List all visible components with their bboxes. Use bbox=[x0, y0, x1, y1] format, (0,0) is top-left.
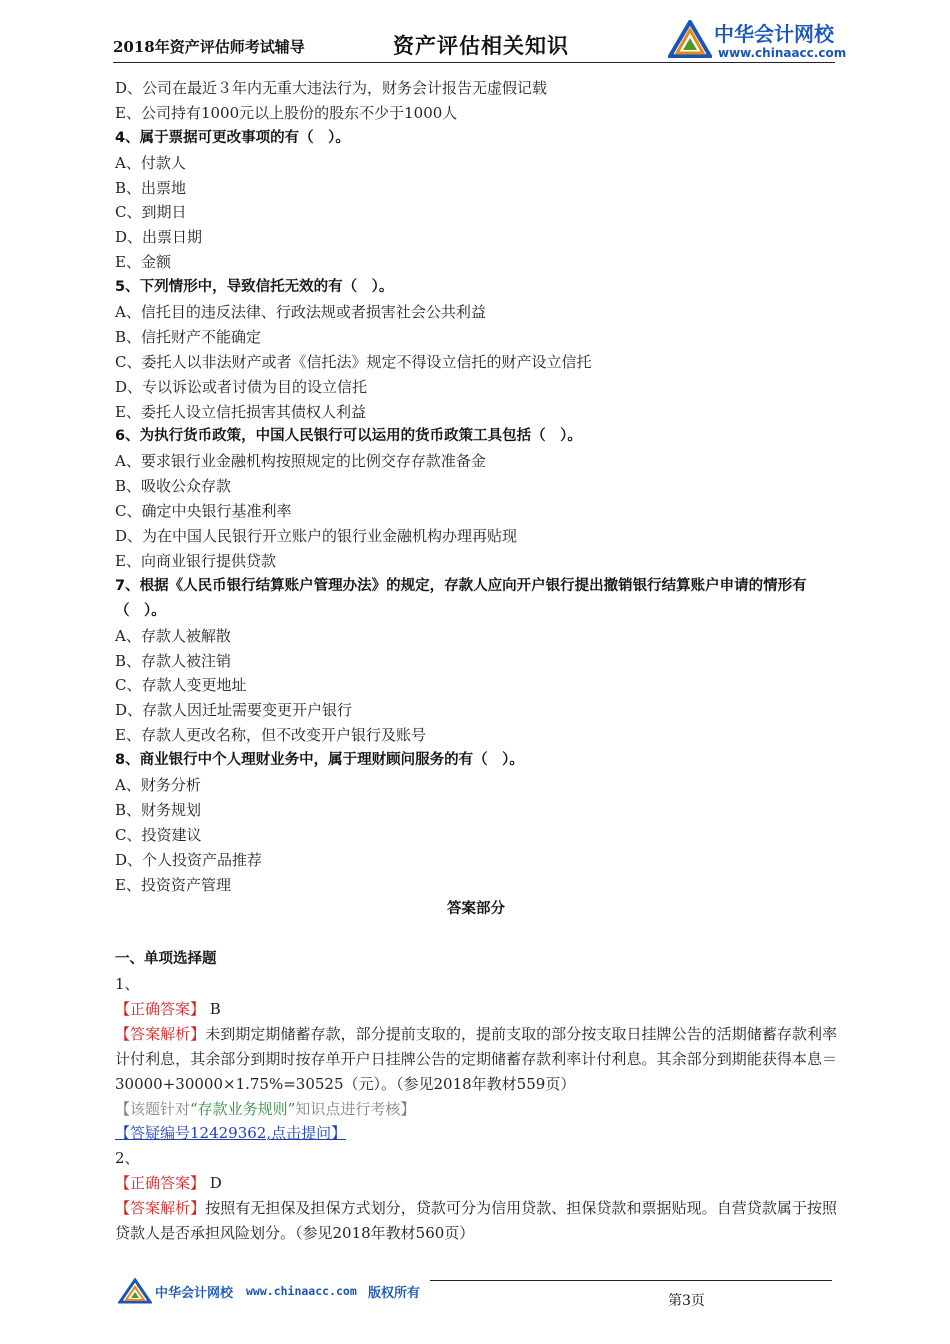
ask-question-row bbox=[115, 1121, 837, 1146]
option-a: A、信托目的违反法律、行政法规或者损害社会公共利益 bbox=[115, 303, 486, 322]
analysis-label: 【答案解析】 bbox=[115, 1024, 206, 1043]
option-text: D、公司在最近３年内无重大违法行为，财务会计报告无虚假记载 bbox=[115, 79, 548, 97]
option-e: E、向商业银行提供贷款 bbox=[115, 551, 276, 570]
option-e: E、委托人设立信托损害其债权人利益 bbox=[115, 402, 366, 421]
option-a: A、财务分析 bbox=[115, 775, 201, 794]
chinaacc-logo[interactable] bbox=[668, 14, 848, 64]
logo-triangle-icon bbox=[668, 20, 712, 60]
question-6: 6、为执行货币政策，中国人民银行可以运用的货币政策工具包括（ ）。 bbox=[115, 428, 582, 445]
footer-copyright: 版权所有 bbox=[368, 1286, 421, 1301]
analysis-text: 按照有无担保及担保方式划分，贷款可分为信用贷款、担保贷款和票据贴现。自营贷款属于按照贷款人是否承担风险划分。（参见2018年教材560页） bbox=[115, 1199, 837, 1243]
footer-logo-icon bbox=[118, 1278, 152, 1304]
note-topic: “存款业务规则” bbox=[190, 1099, 296, 1118]
option-d: D、专以诉讼或者讨债为目的设立信托 bbox=[115, 377, 368, 396]
logo-url: www.chinaacc.com bbox=[718, 46, 847, 60]
answer-part-title: 一、单项选择题 bbox=[115, 951, 217, 968]
page-number: 第3页 bbox=[668, 1293, 705, 1309]
page-header bbox=[0, 0, 950, 66]
option-a: A、存款人被解散 bbox=[115, 626, 231, 645]
page-footer bbox=[0, 1270, 950, 1330]
option-b: B、存款人被注销 bbox=[115, 651, 232, 670]
note-prefix: 【该题针对 bbox=[115, 1099, 191, 1118]
analysis-label: 【答案解析】 bbox=[115, 1199, 206, 1218]
question-5: 5、下列情形中，导致信托无效的有（ ）。 bbox=[115, 279, 394, 296]
header-divider bbox=[113, 62, 835, 63]
document-body bbox=[115, 76, 837, 1246]
note-suffix: 知识点进行考核】 bbox=[295, 1099, 416, 1118]
option-d: D、个人投资产品推荐 bbox=[115, 850, 263, 869]
option-c: C、投资建议 bbox=[115, 825, 202, 844]
question-7: 7、根据《人民币银行结算账户管理办法》的规定，存款人应向开户银行提出撤销银行结算账户申请的情形有（ ）。 bbox=[115, 577, 807, 619]
footer-brand: 中华会计网校 bbox=[155, 1286, 234, 1301]
option-c: C、确定中央银行基准利率 bbox=[115, 502, 292, 521]
question-4: 4、属于票据可更改事项的有（ ）。 bbox=[115, 129, 350, 146]
option-e: E、存款人更改名称，但不改变开户银行及账号 bbox=[115, 726, 426, 745]
answer-section-title: 答案部分 bbox=[447, 901, 505, 918]
logo-brand-name: 中华会计网校 bbox=[714, 22, 834, 46]
option-c: C、委托人以非法财产或者《信托法》规定不得设立信托的财产设立信托 bbox=[115, 352, 592, 371]
option-d: D、出票日期 bbox=[115, 228, 203, 247]
correct-answer-row bbox=[115, 1171, 837, 1196]
option-e: E、金额 bbox=[115, 253, 171, 272]
question-8: 8、商业银行中个人理财业务中，属于理财顾问服务的有（ ）。 bbox=[115, 752, 524, 769]
footer-divider bbox=[430, 1280, 832, 1281]
correct-answer-row bbox=[115, 997, 837, 1022]
option-d: D、为在中国人民银行开立账户的银行业金融机构办理再贴现 bbox=[115, 527, 518, 546]
option-a: A、付款人 bbox=[115, 153, 186, 172]
answer-analysis bbox=[115, 1022, 837, 1097]
option-c: C、到期日 bbox=[115, 203, 187, 222]
option-b: B、信托财产不能确定 bbox=[115, 327, 262, 346]
spacer bbox=[115, 922, 837, 947]
correct-answer-label: 【正确答案】 bbox=[115, 1174, 206, 1193]
option-b: B、财务规划 bbox=[115, 800, 202, 819]
correct-answer-value: D bbox=[205, 1174, 222, 1193]
correct-answer-label: 【正确答案】 bbox=[115, 999, 206, 1018]
option-e: E、投资资产管理 bbox=[115, 875, 231, 894]
option-b: B、吸收公众存款 bbox=[115, 477, 232, 496]
answer-number: 1、 bbox=[115, 975, 140, 994]
footer-url[interactable]: www.chinaacc.com bbox=[246, 1284, 357, 1298]
page-title: 资产评估相关知识 bbox=[393, 33, 569, 58]
option-b: B、出票地 bbox=[115, 178, 187, 197]
answer-analysis bbox=[115, 1196, 837, 1246]
answer-number: 2、 bbox=[115, 1149, 140, 1168]
option-text: E、公司持有1000元以上股份的股东不少于1000人 bbox=[115, 103, 458, 122]
exam-series-label: 2018年资产评估师考试辅导 bbox=[113, 38, 305, 56]
ask-question-link[interactable]: 【答疑编号12429362,点击提问】 bbox=[115, 1124, 347, 1143]
option-d: D、存款人因迁址需要变更开户银行 bbox=[115, 701, 353, 720]
knowledge-point-note bbox=[115, 1097, 837, 1122]
option-a: A、要求银行业金融机构按照规定的比例交存存款准备金 bbox=[115, 452, 486, 471]
analysis-text: 未到期定期储蓄存款，部分提前支取的，提前支取的部分按支取日挂牌公告的活期储蓄存款利率计付利息，其余部分到期时按存单开户日挂牌公告的定期储蓄存款利率计付利息。其余部分到期能获得本息＝30000+30000×1.75%=30525（元）。（参见2018年教材559页） bbox=[115, 1024, 837, 1093]
option-c: C、存款人变更地址 bbox=[115, 676, 247, 695]
correct-answer-value: B bbox=[205, 999, 221, 1018]
